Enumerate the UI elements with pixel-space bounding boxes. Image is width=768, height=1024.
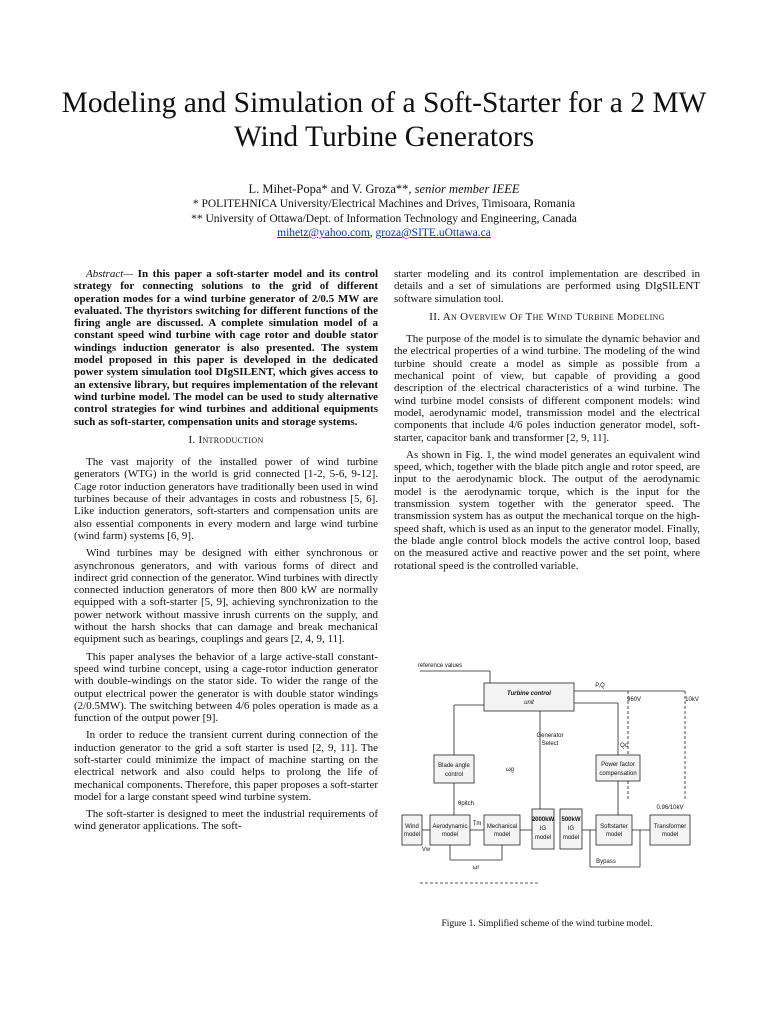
email-link-2[interactable]: groza@SITE.uOttawa.ca (375, 227, 491, 239)
abstract-lead: Abstract— (86, 268, 134, 280)
affiliation-1: * POLITEHNICA University/Electrical Machines and Drives, Timisoara, Romania (192, 198, 576, 210)
affiliations (40, 197, 728, 241)
fig-label-ig2000-c: model (534, 835, 552, 841)
overview-paragraph-1: The purpose of the model is to simulate the dynamic behavior and the electrical properties of a wind turbine. The modeling of the wind turbine should create a model as simple as possible from a mechanical point of view, but capable of providing a good description of the electrical characteristics of a wind turbine. The wind turbine model consists of different component models: wind model, aerodynamic model, transmission model and the electrical components that include 4/6 poles induction generator model, soft-starter, capacitor bank and transformer [2, 9, 11]. (394, 333, 700, 444)
author-names: L. Mihet-Popa* and V. Groza**, (248, 182, 412, 196)
fig-label-qc: Qc (620, 743, 628, 749)
overview-paragraph-2: As shown in Fig. 1, the wind model generates an equivalent wind speed, which, together with the blade pitch angle and rotor speed, are input to the aerodynamic block. The output of the aerodynamic model is the aerodynamic torque, which is the input for the transmission system together with the generator speed. The transmission system has as output the mechanical torque on the high-speed shaft, which is used as an input to the generator model. Finally, the blade angle control block models the active control loop, based on the measured active and reactive power and the set point, where rotational speed is the controlled variable. (394, 448, 700, 572)
fig-label-tr-0: 0.96/10kV (656, 805, 684, 811)
right-column (394, 268, 700, 577)
transformer-block (650, 815, 690, 845)
fig-label-soft-1: Softstarter (600, 824, 628, 830)
author-line (40, 181, 728, 197)
fig-label-mech-1: Mechanical (486, 824, 518, 830)
mechanical-model-block (484, 815, 520, 845)
blade-angle-control-block (434, 755, 474, 783)
fig-label-ig500-a: 500kW (561, 817, 581, 823)
fig-label-gen-2: Select (541, 741, 559, 747)
fig-label-tcu-2: unit (524, 700, 534, 706)
fig-label-omega: ωg (505, 767, 515, 773)
intro-paragraph-2: Wind turbines may be designed with either synchronous or asynchronous generators, and with various forms of direct and indirect grid connection of the generator. Wind turbines with directly connected induction generators of more then 800 kW are normally equipped with a soft-starter [5, 9], achieving synchronization to the power network without massive inrush currents on the supply, and without the harsh shocks that can damage and break mechanical equipment such as bearings, couplings and gears [2, 4, 9, 11]. (74, 547, 378, 646)
fig-label-wind-1: Wind (405, 824, 419, 830)
author-role: senior member IEEE (411, 182, 520, 196)
email-line (40, 226, 728, 241)
wind-model-block (402, 815, 422, 845)
fig-label-tm: Tm (472, 821, 482, 827)
fig-label-ig2000-b: IG (539, 826, 547, 832)
fig-label-ig500-b: IG (567, 826, 575, 832)
fig-label-10kv: 10kV (685, 697, 699, 703)
figure-caption: Figure 1. Simplified scheme of the wind turbine model. (441, 919, 653, 929)
left-column (74, 268, 378, 838)
email-separator: , (369, 227, 376, 239)
fig-label-blade-1: Blade angle (438, 763, 470, 769)
abstract (74, 268, 378, 428)
abstract-text: In this paper a soft-starter model and its control strategy for connecting solutions to the grid of different operation modes for a wind turbine generator of 2/0.5 MW are evaluated. The thyristors switching for different functions of the firing angle are discussed. A complete simulation model of a constant speed wind turbine with cage rotor and double stator windings induction generator is also presented. The system model proposed in this paper is developed in the dedicated power system simulation tool DIgSILENT, which gives access to an extensive library, but requires implementation of the relevant wind turbine model. The model can be used to study alternative control strategies for wind turbines and additional equipments such as soft-starter, compensation units and storage systems. (74, 268, 378, 428)
fig-label-ig500-c: model (562, 835, 580, 841)
intro-paragraph-1: The vast majority of the installed power of wind turbine generators (WTG) in the world is grid connected [1-2, 5-6, 9-12]. Cage rotor induction generators have traditionally been used in wind turbines because of their advantages in costs and robustness [5, 6]. Like induction generators, soft-starters and compensation units are also essential components in every modern and large wind turbine (wind farm) systems [6, 9]. (74, 456, 378, 542)
fig-label-wind-2: model (403, 832, 421, 838)
fig-label-aero-2: model (441, 832, 459, 838)
section-heading-overview: II. An Overview Of The Wind Turbine Modeling (429, 310, 665, 323)
fig-label-blade-2: control (444, 772, 464, 778)
fig-label-mech-2: model (493, 832, 511, 838)
fig-label-wr: ωr (472, 865, 480, 871)
intro-paragraph-3: This paper analyses the behavior of a large active-stall constant-speed wind turbine concept, using a cage-rotor induction generator with double-windings on the stator side. To wider the range of the output electrical power the generator is with double stator windings (2/0.5MW). The switching between 4/6 poles operation is made as a function of the output power [9]. (74, 650, 378, 725)
fig-label-gen-1: Generator (536, 733, 564, 739)
fig-label-vw: Vw (421, 847, 431, 853)
fig-label-pf-2: compensation (599, 771, 637, 777)
fig-label-soft-2: model (605, 832, 623, 838)
turbine-control-unit-block (484, 683, 574, 711)
fig-label-aero-1: Aerodynamic (432, 824, 468, 830)
fig-label-tr-1: Transformer (653, 824, 687, 830)
fig-label-bypass: Bypass (596, 859, 616, 865)
fig-label-pq: P,Q (595, 683, 605, 689)
fig-label-reference: reference values (417, 663, 463, 669)
fig-label-pf-1: Power factor (601, 762, 635, 768)
power-factor-compensation-block (596, 755, 640, 781)
intro-paragraph-5: The soft-starter is designed to meet the industrial requirements of wind generator applications. The soft- (74, 808, 378, 833)
section-heading-introduction: I. Introduction (188, 433, 264, 446)
email-link-1[interactable]: mihetz@yahoo.com (277, 227, 370, 239)
softstarter-block (596, 815, 632, 845)
fig-label-theta: θpitch (457, 801, 475, 807)
affiliation-2: ** University of Ottawa/Dept. of Information Technology and Engineering, Canada (191, 212, 577, 225)
paper-title: Modeling and Simulation of a Soft-Starter for a 2 MW Wind Turbine Generators (61, 87, 707, 153)
fig-label-tr-2: model (661, 832, 679, 838)
aerodynamic-model-block (430, 815, 470, 845)
right-paragraph-continued: starter modeling and its control implementation are described in details and a set of simulations are performed using DIgSILENT software simulation tool. (394, 268, 700, 305)
wind-turbine-block-diagram (400, 655, 700, 905)
fig-label-960v: 960V (626, 697, 642, 703)
fig-label-tcu-1: Turbine control (507, 691, 551, 697)
intro-paragraph-4: In order to reduce the transient current during connection of the induction generator to the grid a soft starter is used [2, 9, 11]. The soft-starter could minimize the impact of machine starting on the electrical network and also could helps to prolong the life of mechanical components. Therefore, this paper proposes a soft-starter model for a large constant speed wind turbine system. (74, 729, 378, 803)
fig-label-ig2000-a: 2000kW (531, 817, 555, 823)
